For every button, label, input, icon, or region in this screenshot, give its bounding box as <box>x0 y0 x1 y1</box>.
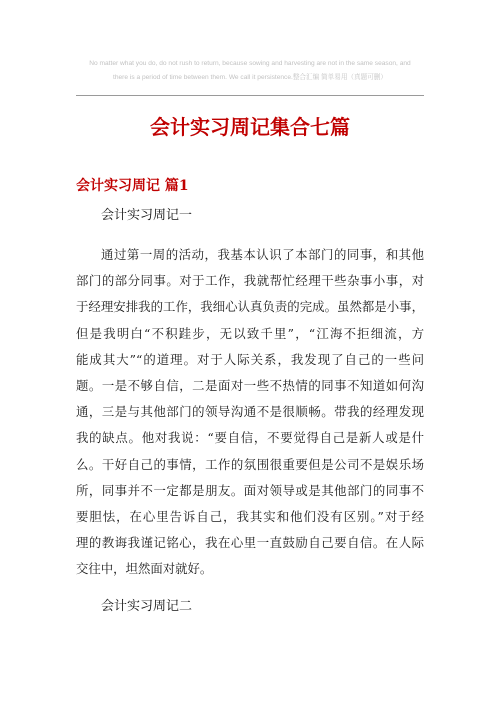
body-line: 要胆怯，在心里告诉自己，我其实和他们没有区别。”对于经 <box>76 509 424 525</box>
header-divider <box>76 95 424 96</box>
header-note-line-2: there is a period of time between them. We call it persistence.整合汇编 简单易用（真题可删） <box>113 74 387 81</box>
document-title: 会计实习周记集合七篇 <box>150 115 350 139</box>
body-line: 能成其大”“的道理。对于人际关系，我发现了自己的一些问 <box>76 351 424 367</box>
body-line: 么。干好自己的事情，工作的氛围很重要但是公司不是娱乐场 <box>76 456 424 472</box>
body-line: 通过第一周的活动，我基本认识了本部门的同事，和其他 <box>101 247 424 262</box>
body-line: 所，同事并不一定都是朋友。面对领导或是其他部门的同事不 <box>76 482 424 498</box>
header-watermark-note <box>60 57 440 85</box>
entry-1-heading: 会计实习周记一 <box>101 208 193 223</box>
body-line: 题。一是不够自信，二是面对一些不热情的同事不知道如何沟 <box>76 378 424 394</box>
body-line: 通，三是与其他部门的领导沟通不是很顺畅。带我的经理发现 <box>76 404 424 420</box>
body-line: 理的教诲我谨记铭心，我在心里一直鼓励自己要自信。在人际 <box>76 535 424 551</box>
section-heading: 会计实习周记 篇1 <box>76 178 189 194</box>
header-note-line-1: No matter what you do, do not rush to return, because sowing and harvesting are not in the same season, and <box>89 60 411 67</box>
body-line: 部门的部分同事。对于工作，我就帮忙经理干些杂事小事，对 <box>76 273 424 289</box>
entry-2-heading: 会计实习周记二 <box>101 599 193 614</box>
body-line: 但是我明白“不积跬步，无以致千里”，“江海不拒细流，方 <box>76 325 424 341</box>
body-line: 我的缺点。他对我说：“要自信，不要觉得自己是新人或是什 <box>76 430 424 446</box>
entry-1-body <box>76 242 424 583</box>
body-line: 于经理安排我的工作，我细心认真负责的完成。虽然都是小事， <box>76 299 424 315</box>
body-line: 交往中，坦然面对就好。 <box>76 561 213 577</box>
